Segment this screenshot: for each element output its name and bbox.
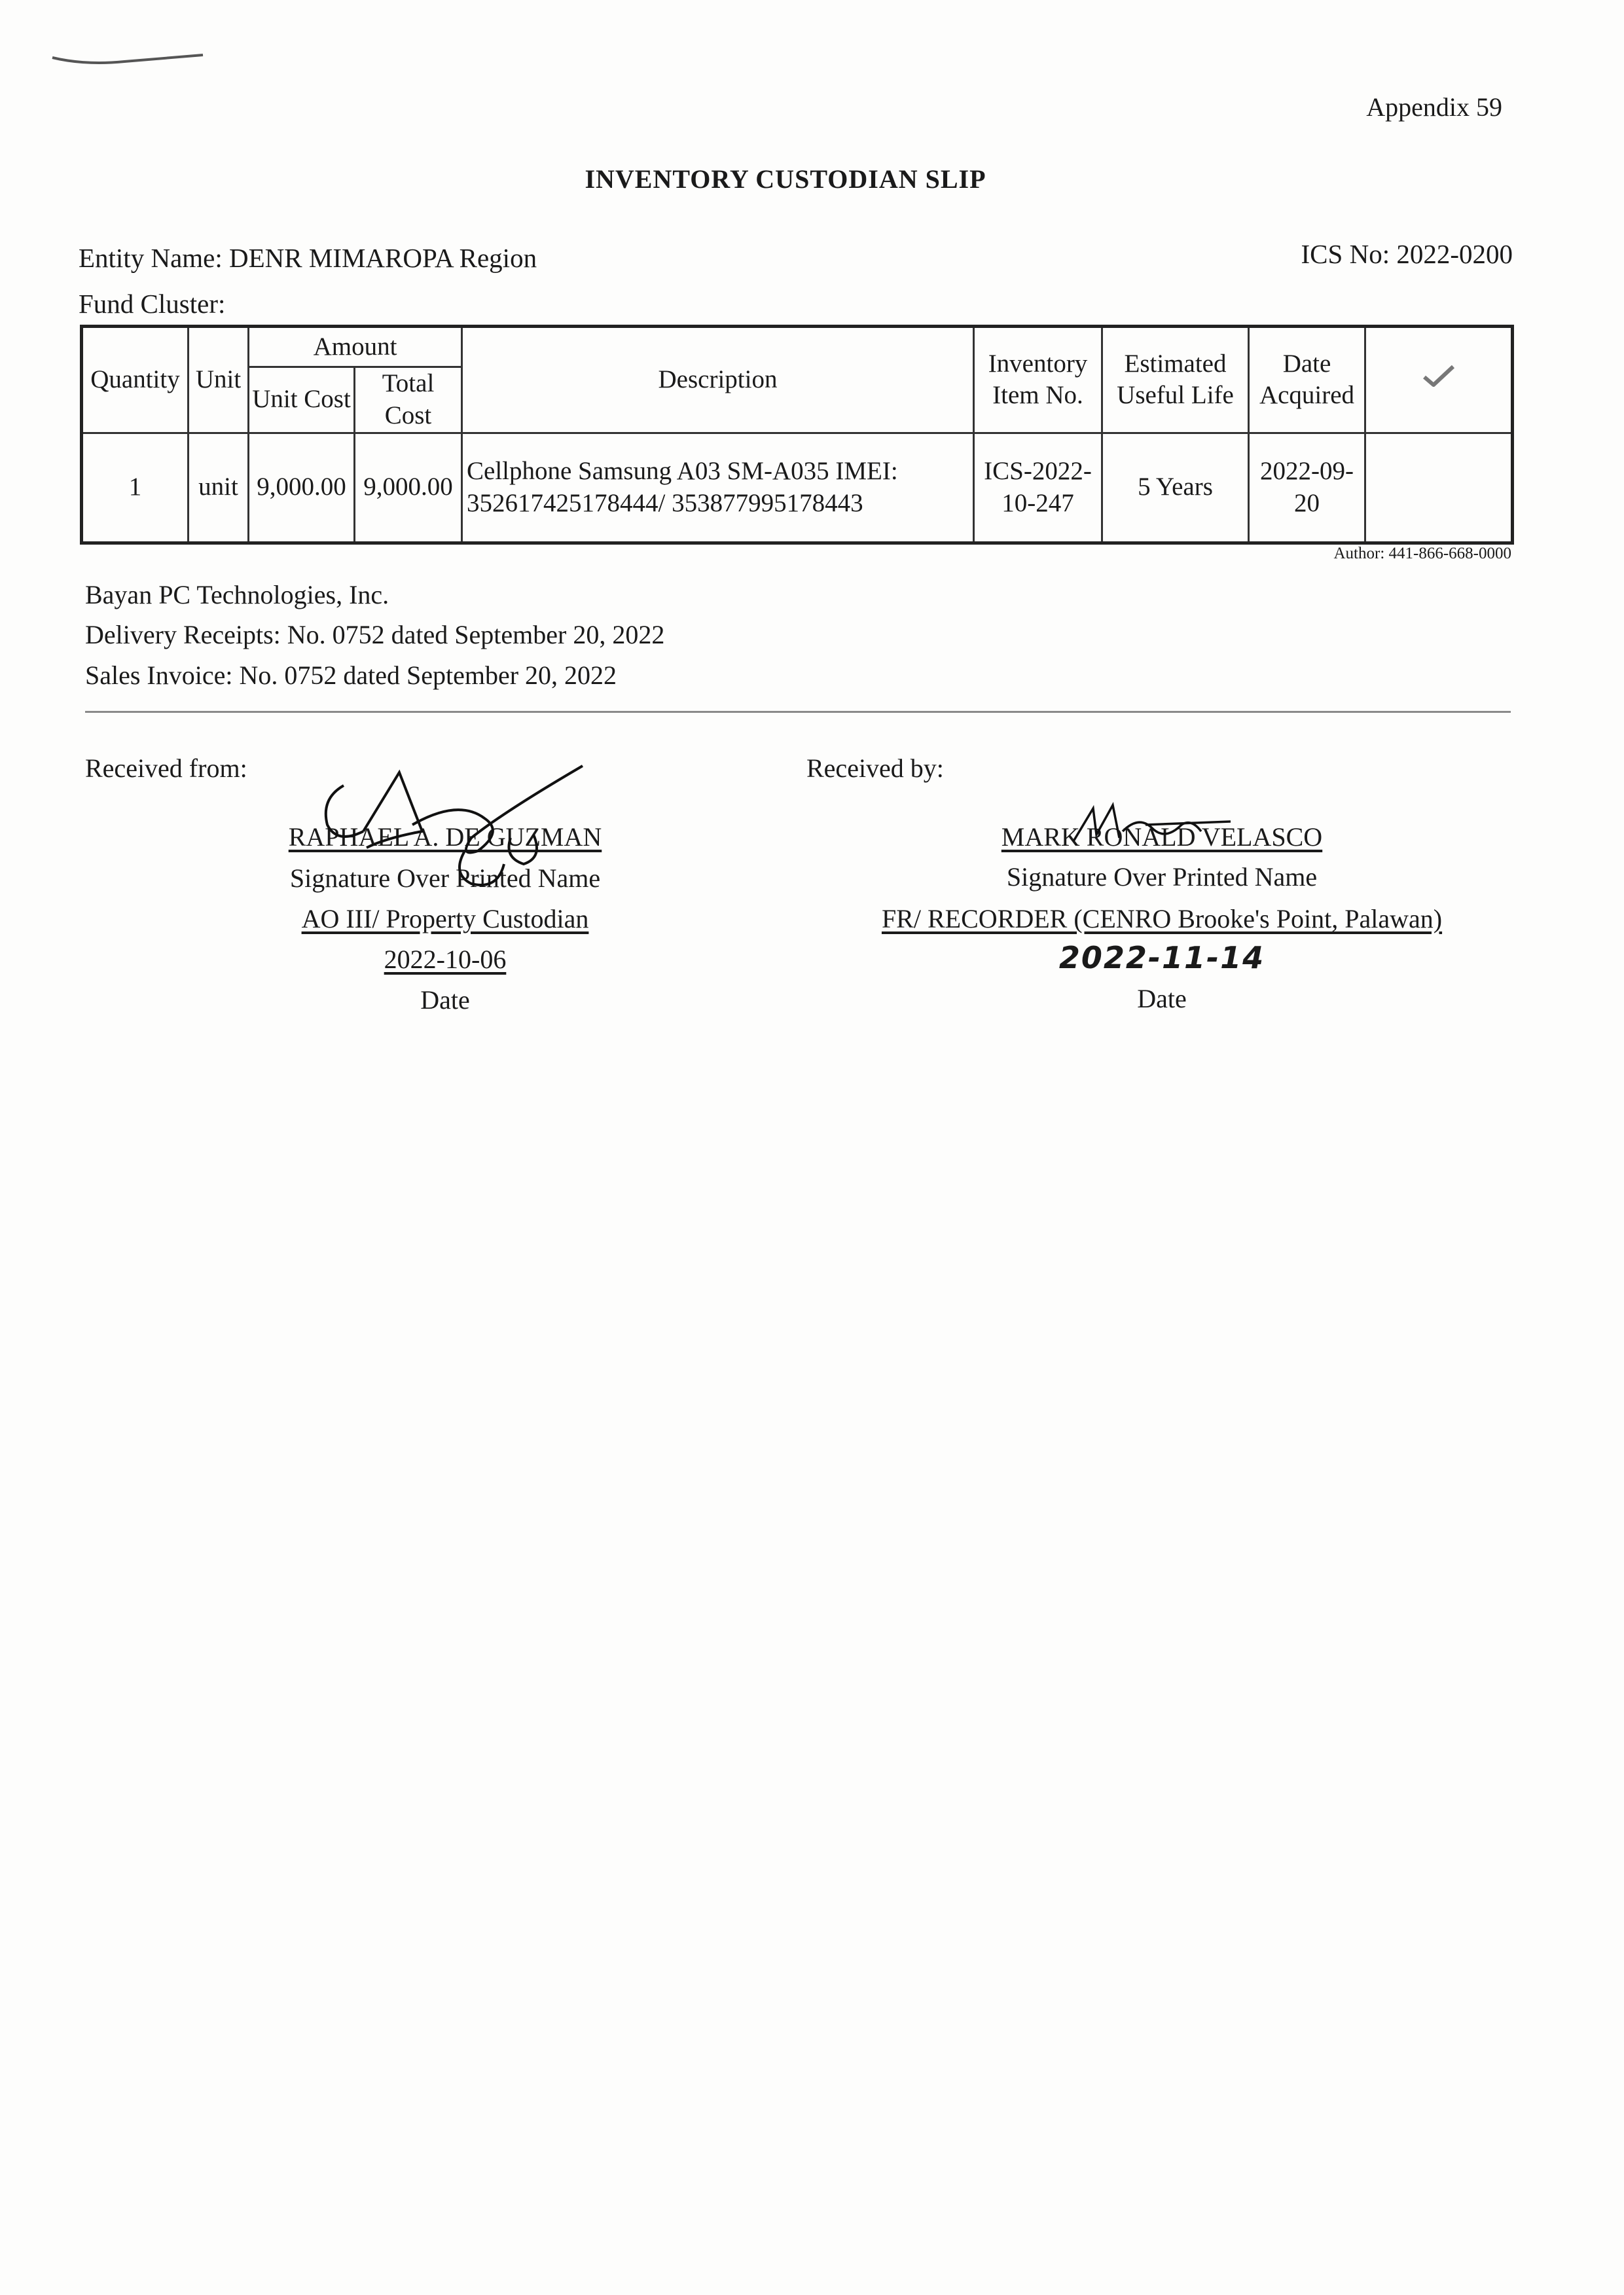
cell-quantity: 1: [82, 433, 189, 543]
received-by-date: 2022-11-14: [1058, 940, 1265, 975]
received-from-date: 2022-10-06: [384, 945, 507, 974]
header-inventory-item-no: Inventory Item No.: [974, 327, 1102, 433]
header-unit: Unit: [189, 327, 249, 433]
cell-description: Cellphone Samsung A03 SM-A035 IMEI: 352617425178444/ 353877995178443: [462, 433, 974, 543]
checkmark-icon: [1420, 367, 1457, 395]
received-from-label: Received from:: [85, 753, 247, 783]
delivery-receipts: Delivery Receipts: No. 0752 dated September 20, 2022: [85, 620, 665, 649]
received-by-label: Received by:: [806, 753, 944, 783]
cell-check: [1365, 433, 1513, 543]
received-from-position: AO III/ Property Custodian: [301, 904, 589, 933]
cell-estimated-useful-life: 5 Years: [1102, 433, 1249, 543]
header-check: [1365, 327, 1513, 433]
divider: [85, 711, 1511, 713]
received-by-position: FR/ RECORDER (CENRO Brooke's Point, Palawan): [881, 904, 1443, 933]
sales-invoice: Sales Invoice: No. 0752 dated September 20, 2022: [85, 660, 617, 690]
header-description: Description: [462, 327, 974, 433]
received-from-date-caption: Date: [420, 985, 470, 1015]
cell-total-cost: 9,000.00: [355, 433, 462, 543]
header-amount: Amount: [249, 327, 462, 367]
cell-inventory-item-no: ICS-2022-10-247: [974, 433, 1102, 543]
received-by-signature-caption: Signature Over Printed Name: [1006, 862, 1318, 892]
cell-unit-cost: 9,000.00: [249, 433, 355, 543]
header-estimated-useful-life: Estimated Useful Life: [1102, 327, 1249, 433]
header-total-cost: Total Cost: [355, 367, 462, 433]
vendor-name: Bayan PC Technologies, Inc.: [85, 580, 389, 609]
ics-number: ICS No: 2022-0200: [1301, 239, 1513, 269]
table-row: [82, 433, 1513, 543]
cell-unit: unit: [189, 433, 249, 543]
header-date-acquired: Date Acquired: [1249, 327, 1365, 433]
cell-date-acquired: 2022-09-20: [1249, 433, 1365, 543]
received-by-name: MARK RONALD VELASCO: [1001, 822, 1323, 852]
author-note: Author: 441-866-668-0000: [1333, 545, 1511, 562]
fund-cluster: Fund Cluster:: [79, 289, 226, 319]
appendix-label: Appendix 59: [1366, 92, 1502, 122]
document-title: INVENTORY CUSTODIAN SLIP: [585, 164, 986, 194]
received-by-date-caption: Date: [1137, 984, 1187, 1013]
received-from-signature-caption: Signature Over Printed Name: [289, 863, 601, 893]
received-from-name: RAPHAEL A. DE GUZMAN: [288, 822, 602, 852]
inventory-table: [80, 325, 1514, 545]
header-unit-cost: Unit Cost: [249, 367, 355, 433]
header-quantity: Quantity: [82, 327, 189, 433]
entity-name: Entity Name: DENR MIMAROPA Region: [79, 243, 537, 273]
staple-mark: [46, 46, 216, 72]
